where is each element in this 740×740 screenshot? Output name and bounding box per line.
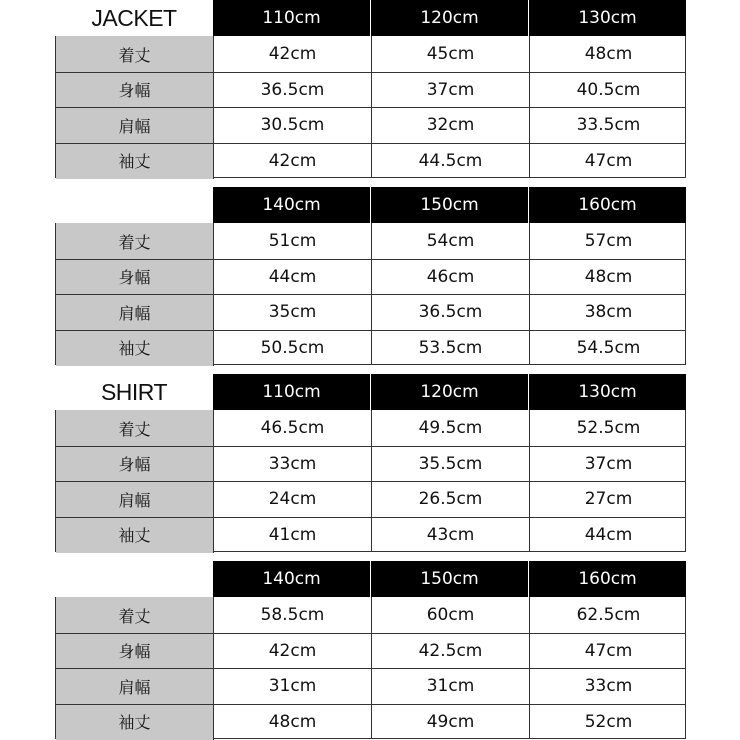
measurement-cell: 31cm (268, 676, 317, 696)
measurement-cell: 33cm (268, 453, 317, 474)
column-divider (529, 597, 530, 739)
size-header: 150cm (371, 187, 528, 223)
measurement-cell: 42.5cm (418, 640, 483, 661)
measurement-cell: 38cm (584, 302, 633, 322)
measurement-cell: 42cm (268, 44, 317, 64)
size-header: 160cm (529, 561, 686, 597)
table-title (55, 187, 213, 223)
measurement-cell: 49cm (426, 711, 475, 732)
measurement-cell: 35cm (268, 302, 317, 322)
column-divider (371, 597, 372, 739)
row-label: 着丈 (56, 223, 214, 259)
size-header: 150cm (371, 561, 528, 597)
measurement-cell: 43cm (426, 524, 475, 545)
row-label: 身幅 (56, 259, 214, 295)
row-label: 肩幅 (56, 668, 214, 704)
measurement-cell: 53.5cm (418, 337, 483, 358)
measurement-cell: 42cm (268, 150, 317, 171)
row-label: 着丈 (56, 597, 214, 633)
size-header: 120cm (371, 0, 528, 36)
measurement-cell: 60cm (426, 605, 475, 625)
size-table (55, 0, 686, 178)
measurement-cell: 44cm (584, 524, 633, 545)
row-label: 肩幅 (56, 294, 214, 330)
measurement-cell: 52.5cm (576, 418, 641, 438)
measurement-cell: 37cm (584, 453, 633, 474)
measurement-cell: 40.5cm (576, 79, 641, 100)
row-label: 肩幅 (56, 481, 214, 517)
measurement-cell: 42cm (268, 640, 317, 661)
header-row (55, 374, 686, 410)
size-header: 140cm (213, 187, 370, 223)
header-row (55, 187, 686, 223)
measurement-cell: 30.5cm (260, 115, 325, 135)
table-title: SHIRT (100, 378, 168, 405)
table-body (55, 597, 686, 739)
measurement-cell: 31cm (426, 676, 475, 696)
measurement-cell: 52cm (584, 711, 633, 732)
size-header: 140cm (213, 561, 370, 597)
measurement-cell: 50.5cm (260, 337, 325, 358)
column-divider (371, 36, 372, 178)
measurement-cell: 44cm (268, 266, 317, 287)
measurement-cell: 51cm (268, 231, 317, 251)
measurement-cell: 57cm (584, 231, 633, 251)
row-label: 袖丈 (56, 330, 214, 366)
size-header: 110cm (213, 374, 370, 410)
measurement-cell: 35.5cm (418, 453, 483, 474)
measurement-cell: 54.5cm (576, 337, 641, 358)
measurement-cell: 37cm (426, 79, 475, 100)
size-table (55, 374, 686, 552)
size-header: 130cm (529, 0, 686, 36)
header-row (55, 561, 686, 597)
column-divider (371, 223, 372, 365)
row-label: 袖丈 (56, 517, 214, 553)
size-header: 110cm (213, 0, 370, 36)
measurement-cell: 24cm (268, 489, 317, 509)
measurement-cell: 48cm (584, 266, 633, 287)
measurement-cell: 49.5cm (418, 418, 483, 438)
measurement-cell: 54cm (426, 231, 475, 251)
measurement-cell: 62.5cm (576, 605, 641, 625)
measurement-cell: 41cm (268, 524, 317, 545)
column-divider (529, 36, 530, 178)
size-header: 160cm (529, 187, 686, 223)
table-title (55, 561, 213, 597)
table-body (55, 410, 686, 552)
measurement-cell: 48cm (268, 711, 317, 732)
measurement-cell: 58.5cm (260, 605, 325, 625)
table-body (55, 36, 686, 178)
measurement-cell: 46cm (426, 266, 475, 287)
measurement-cell: 33cm (584, 676, 633, 696)
measurement-cell: 36.5cm (260, 79, 325, 100)
row-label: 身幅 (56, 633, 214, 669)
header-row (55, 0, 686, 36)
measurement-cell: 26.5cm (418, 489, 483, 509)
column-divider (529, 410, 530, 552)
column-divider (371, 410, 372, 552)
measurement-cell: 48cm (584, 44, 633, 64)
row-label: 着丈 (56, 410, 214, 446)
size-table (55, 561, 686, 739)
measurement-cell: 36.5cm (418, 302, 483, 322)
size-header: 120cm (371, 374, 528, 410)
row-label: 身幅 (56, 446, 214, 482)
row-label: 袖丈 (56, 143, 214, 179)
row-label: 身幅 (56, 72, 214, 108)
row-label: 袖丈 (56, 704, 214, 740)
size-header: 130cm (529, 374, 686, 410)
measurement-cell: 46.5cm (260, 418, 325, 438)
measurement-cell: 47cm (584, 150, 633, 171)
table-title: JACKET (91, 4, 177, 31)
measurement-cell: 47cm (584, 640, 633, 661)
measurement-cell: 33.5cm (576, 115, 641, 135)
row-label: 肩幅 (56, 107, 214, 143)
measurement-cell: 27cm (584, 489, 633, 509)
measurement-cell: 45cm (426, 44, 475, 64)
measurement-cell: 32cm (426, 115, 475, 135)
size-table (55, 187, 686, 365)
measurement-cell: 44.5cm (418, 150, 483, 171)
column-divider (529, 223, 530, 365)
table-body (55, 223, 686, 365)
row-label: 着丈 (56, 36, 214, 72)
